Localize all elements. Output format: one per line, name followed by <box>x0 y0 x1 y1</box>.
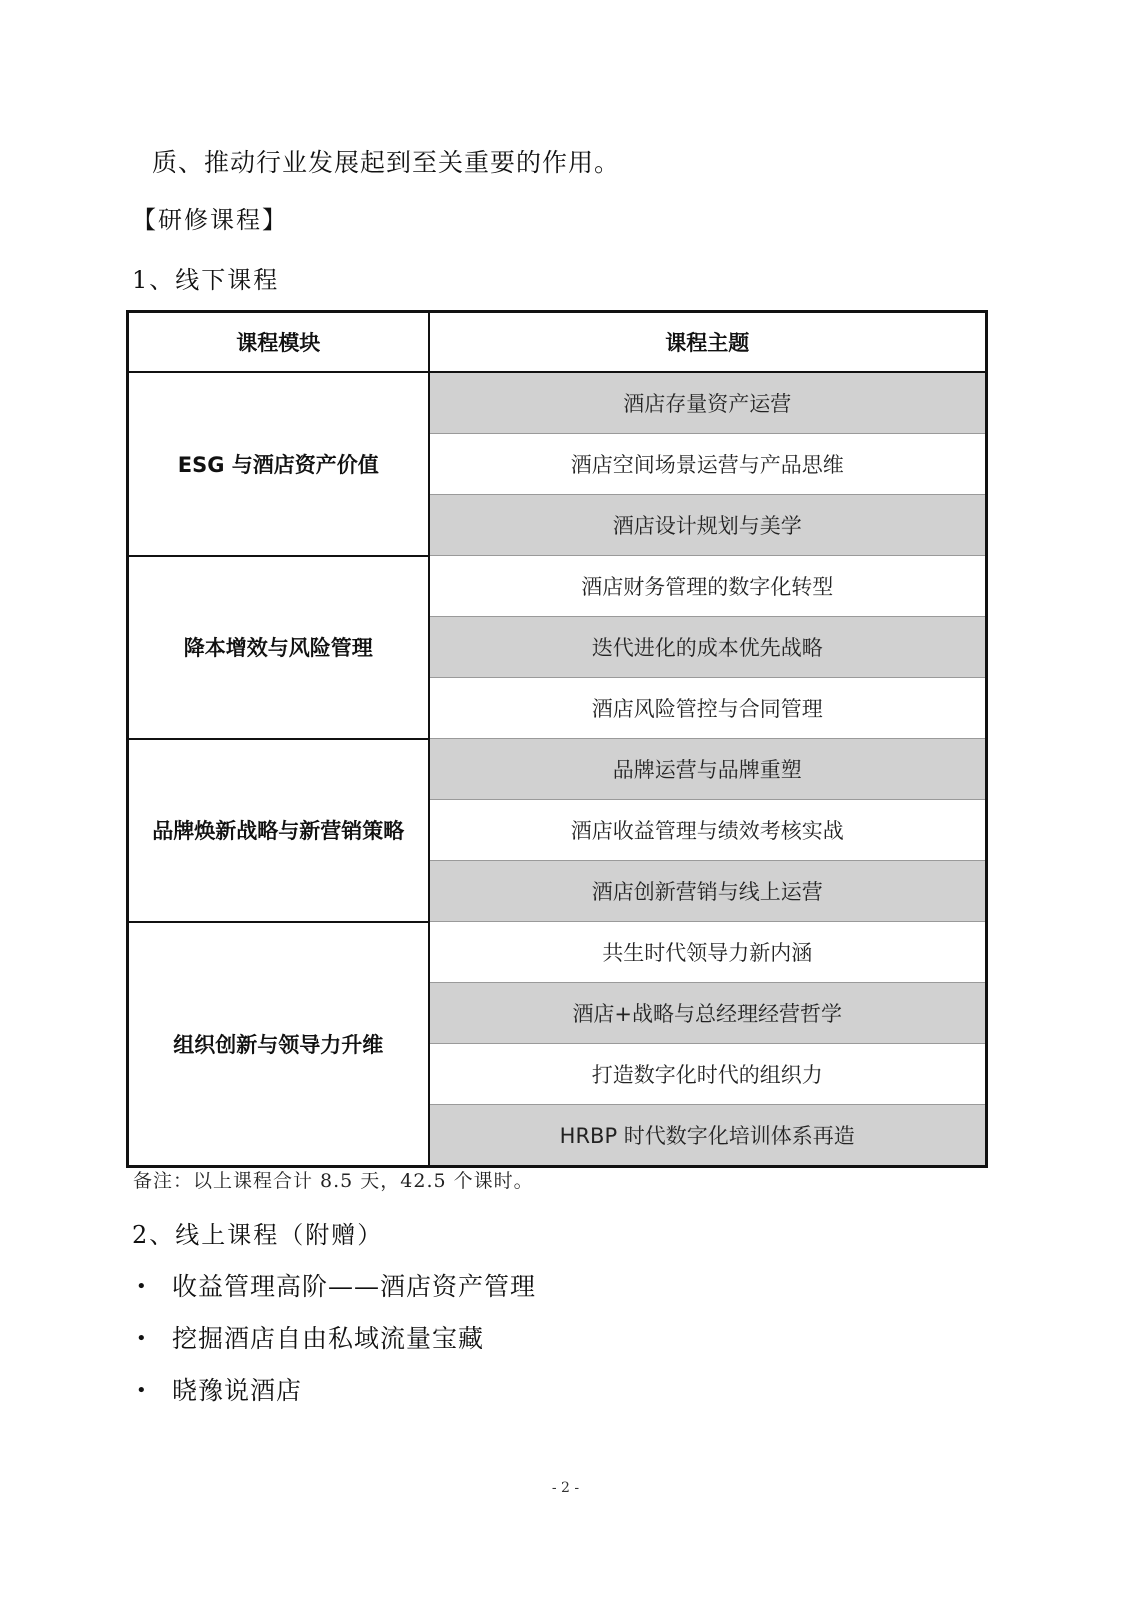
online-courses-heading: 2、线上课程（附赠） <box>132 1221 384 1249</box>
topic-cell: 品牌运营与品牌重塑 <box>429 739 987 800</box>
intro-paragraph: 质、推动行业发展起到至关重要的作用。 <box>152 148 621 177</box>
section-heading-courses: 【研修课程】 <box>132 206 288 234</box>
header-course-topic: 课程主题 <box>429 312 987 373</box>
list-item <box>136 1267 536 1319</box>
table-row <box>128 922 987 983</box>
topic-cell: 酒店+战略与总经理经营哲学 <box>429 983 987 1044</box>
online-course-title: 挖掘酒店自由私域流量宝藏 <box>172 1324 485 1353</box>
list-item <box>136 1371 536 1423</box>
topic-cell: 迭代进化的成本优先战略 <box>429 617 987 678</box>
bullet-icon: • <box>136 1380 148 1401</box>
list-item <box>136 1319 536 1371</box>
bullet-icon: • <box>136 1328 148 1349</box>
module-cell: 降本增效与风险管理 <box>128 556 429 739</box>
topic-cell: 打造数字化时代的组织力 <box>429 1044 987 1105</box>
header-course-module: 课程模块 <box>128 312 429 373</box>
topic-cell: 酒店创新营销与线上运营 <box>429 861 987 922</box>
online-course-title: 收益管理高阶——酒店资产管理 <box>172 1272 537 1301</box>
topic-cell: 酒店收益管理与绩效考核实战 <box>429 800 987 861</box>
offline-course-table <box>126 310 988 1168</box>
topic-cell: 酒店空间场景运营与产品思维 <box>429 434 987 495</box>
topic-cell: 酒店财务管理的数字化转型 <box>429 556 987 617</box>
topic-cell: 酒店存量资产运营 <box>429 372 987 434</box>
course-total-note: 备注：以上课程合计 8.5 天，42.5 个课时。 <box>133 1170 534 1192</box>
topic-cell: 酒店设计规划与美学 <box>429 495 987 556</box>
topic-cell: 酒店风险管控与合同管理 <box>429 678 987 739</box>
topic-cell: 共生时代领导力新内涵 <box>429 922 987 983</box>
offline-courses-heading: 1、线下课程 <box>132 266 280 294</box>
table-row <box>128 739 987 800</box>
bullet-icon: • <box>136 1276 148 1297</box>
page-number: - 2 - <box>551 1480 580 1496</box>
module-cell: 品牌焕新战略与新营销策略 <box>128 739 429 922</box>
table-header-row <box>128 312 987 373</box>
module-cell: ESG 与酒店资产价值 <box>128 372 429 556</box>
topic-cell: HRBP 时代数字化培训体系再造 <box>429 1105 987 1167</box>
module-cell: 组织创新与领导力升维 <box>128 922 429 1167</box>
online-course-list <box>136 1267 536 1423</box>
table-row <box>128 372 987 434</box>
table-row <box>128 556 987 617</box>
online-course-title: 晓豫说酒店 <box>172 1376 303 1405</box>
